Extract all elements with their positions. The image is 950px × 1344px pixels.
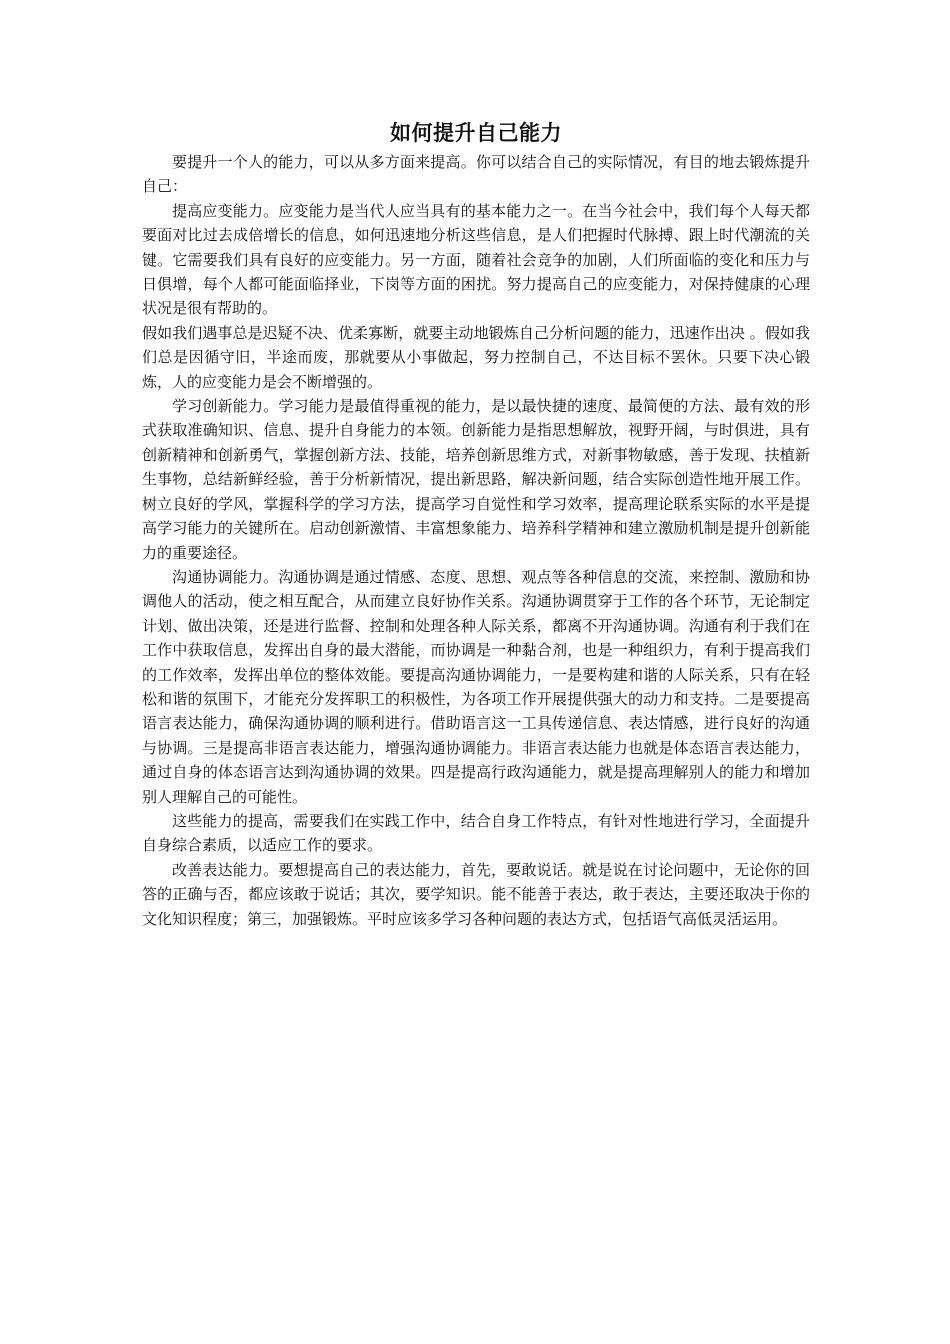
- paragraph-learning-innovation: 学习创新能力。学习能力是最值得重视的能力，是以最快捷的速度、最简便的方法、最有效的形式获取准确知识、信息、提升自身能力的本领。创新能力是指思想解放，视野开阔，与时俱进，具有创新精神和创新勇气，掌握创新方法、技能，培养创新思维方式，对新事物敏感，善于发现、扶植新生事物，总结新鲜经验，善于分析新情况，提出新思路，解决新问题，结合实际创造性地开展工作。树立良好的学风，掌握科学的学习方法，提高学习自觉性和学习效率，提高理论联系实际的水平是提高学习能力的关键所在。启动创新激情、丰富想象能力、培养科学精神和建立激励机制是提升创新能力的重要途径。: [142, 397, 810, 562]
- paragraph-intro: 要提升一个人的能力，可以从多方面来提高。你可以结合自己的实际情况，有目的地去锻炼提升自己：: [142, 153, 810, 196]
- document-title: 如何提升自己能力: [390, 120, 562, 145]
- paragraph-adaptability: 提高应变能力。应变能力是当代人应当具有的基本能力之一。在当今社会中，我们每个人每天都要面对比过去成倍增长的信息，如何迅速地分析这些信息，是人们把握时代脉搏、跟上时代潮流的关键。它需要我们具有良好的应变能力。另一方面，随着社会竞争的加剧，人们所面临的变化和压力与日俱增，每个人都可能面临择业，下岗等方面的困扰。努力提高自己的应变能力，对保持健康的心理状况是很有帮助的。: [142, 201, 810, 318]
- paragraph-summary: 这些能力的提高，需要我们在实践工作中，结合自身工作特点，有针对性地进行学习，全面提升自身综合素质，以适应工作的要求。: [142, 811, 810, 855]
- paragraph-communication: 沟通协调能力。沟通协调是通过情感、态度、思想、观点等各种信息的交流，来控制、激励和协调他人的活动，使之相互配合，从而建立良好协作关系。沟通协调贯穿于工作的各个环节，无论制定计划、做出决策，还是进行监督、控制和处理各种人际关系，都离不开沟通协调。沟通有利于我们在工作中获取信息，发挥出自身的最大潜能，而协调是一种黏合剂，也是一种组织力，有利于提高我们的工作效率，发挥出单位的整体效能。要提高沟通协调能力，一是要构建和谐的人际关系，只有在轻松和谐的氛围下，才能充分发挥职工的积极性，为各项工作开展提供强大的动力和支持。二是要提高语言表达能力，确保沟通协调的顺利进行。借助语言这一工具传递信息、表达情感，进行良好的沟通与协调。三是提高非语言表达能力，增强沟通协调能力。非语言表达能力也就是体态语言表达能力，通过自身的体态语言达到沟通协调的效果。四是提高行政沟通能力，就是提高理解别人的能力和增加别人理解自己的可能性。: [142, 567, 810, 806]
- document-page: [142, 118, 810, 931]
- paragraph-adaptability-practice: 假如我们遇事总是迟疑不决、优柔寡断，就要主动地锻炼自己分析问题的能力，迅速作出决 。假如我们总是因循守旧，半途而废，那就要从小事做起，努力控制自己，不达目标不罢休。只要下决心锻炼，人的应变能力是会不断增强的。: [142, 323, 810, 391]
- paragraph-expression: 改善表达能力。要想提高自己的表达能力，首先，要敢说话。就是说在讨论问题中，无论你的回答的正确与否，都应该敢于说话；其次，要学知识。能不能善于表达，敢于表达，主要还取决于你的文化知识程度；第三，加强锻炼。平时应该多学习各种问题的表达方式，包括语气高低灵活运用。: [142, 860, 810, 928]
